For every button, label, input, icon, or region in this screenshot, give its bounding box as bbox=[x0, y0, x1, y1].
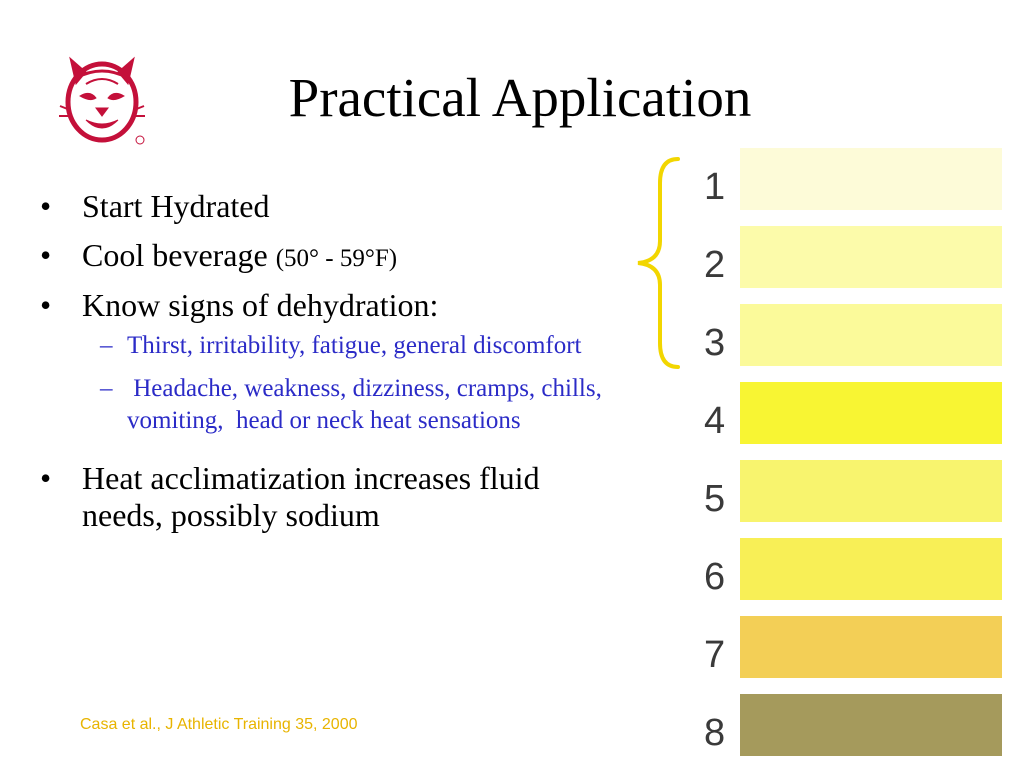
urine-level-number: 3 bbox=[704, 322, 726, 364]
bullet-text: Know signs of dehydration: bbox=[82, 286, 439, 323]
urine-color-swatch bbox=[740, 148, 1002, 210]
bullet-text: Heat acclimatization increases fluid needs, possibly sodium bbox=[82, 459, 540, 534]
urine-color-swatch bbox=[740, 226, 1002, 288]
bullet-marker: • bbox=[40, 237, 52, 274]
bullet-dehydration-signs bbox=[40, 287, 620, 324]
urine-level-number: 7 bbox=[704, 634, 726, 676]
slide-title: Practical Application bbox=[288, 67, 752, 128]
sub-bullet-signs-severe bbox=[40, 373, 620, 438]
sub-bullet-text: Headache, weakness, dizziness, cramps, chills, vomiting, head or neck heat sensations bbox=[127, 374, 609, 435]
urine-color-chart bbox=[690, 140, 1012, 768]
bullet-marker: • bbox=[40, 459, 52, 496]
urine-level-number: 1 bbox=[704, 166, 726, 208]
sub-bullet-text: Thirst, irritability, fatigue, general discomfort bbox=[127, 332, 582, 360]
temperature-note: (50° - 59°F) bbox=[275, 245, 398, 273]
bullet-text: Cool beverage bbox=[82, 237, 276, 274]
bullet-text: Start Hydrated bbox=[82, 188, 270, 224]
wildcat-logo-icon bbox=[56, 50, 148, 146]
urine-color-swatch bbox=[740, 304, 1002, 366]
bullet-marker: • bbox=[40, 286, 52, 323]
urine-level-number: 2 bbox=[704, 244, 726, 286]
urine-level-number: 8 bbox=[704, 712, 726, 754]
bullet-marker: • bbox=[40, 188, 52, 224]
urine-level-number: 5 bbox=[704, 478, 726, 520]
urine-color-swatch bbox=[740, 382, 1002, 444]
bullet-heat-acclimatization bbox=[40, 460, 620, 535]
sub-bullet-signs-early bbox=[40, 330, 620, 363]
sub-bullet-marker: – bbox=[100, 374, 113, 402]
urine-color-swatch bbox=[740, 616, 1002, 678]
bullet-cool-beverage bbox=[40, 237, 620, 274]
urine-level-number: 6 bbox=[704, 556, 726, 598]
urine-color-swatch bbox=[740, 538, 1002, 600]
sub-bullet-marker: – bbox=[100, 332, 113, 360]
urine-level-number: 4 bbox=[704, 400, 726, 442]
curly-brace-icon bbox=[632, 155, 682, 371]
bullet-start-hydrated bbox=[40, 188, 620, 225]
urine-color-swatch bbox=[740, 460, 1002, 522]
citation: Casa et al., J Athletic Training 35, 2000 bbox=[80, 716, 358, 733]
urine-color-swatch bbox=[740, 694, 1002, 756]
bullet-list bbox=[40, 188, 620, 535]
